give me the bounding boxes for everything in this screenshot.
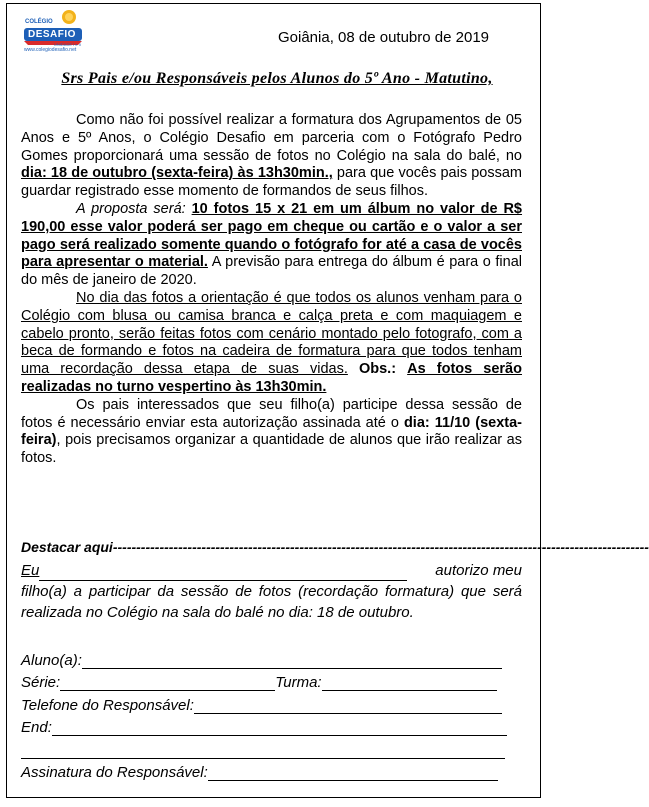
aluno-label: Aluno(a): [21,651,82,669]
assinatura-row [21,759,522,782]
assinatura-field[interactable] [208,765,498,781]
cut-line [21,539,649,555]
authorization-eu: Eu [21,562,40,579]
logo-site-text: www.colegiodesafio.net [24,47,77,53]
student-form [21,646,522,781]
paragraph-2: A proposta será: 10 fotos 15 x 21 em um álbum no valor de R$ 190,00 esse valor poderá ser pago em cheque ou cartão e o valor a ser pago será realizado somente quando o fotógrafo for até a casa de vocês para apresentar o material. A previsão para entrega do álbum é para o final do mês de janeiro de 2020. [21,200,523,289]
paragraph-3: No dia das fotos a orientação é que todos os alunos venham para o Colégio com blusa ou camisa branca e calça preta e com maquiagem e cabelo pronto, serão feitas fotos com cenário montado pelo fotografo, com a beca de formando e fotos na cadeira de formatura para que todos tenham uma recordação dessa etapa de suas vidas. Obs.: As fotos serão realizadas no turno vespertino às 13h30min. [21,289,522,395]
turma-label: Turma: [275,674,322,691]
school-logo [22,8,92,52]
guardian-name-line[interactable] [39,565,407,581]
deadline-highlight: dia: 11/10 (sexta-feira) [21,414,522,449]
obs-label: Obs.: [358,361,397,378]
endereco-label: End: [21,719,52,736]
telefone-label: Telefone do Responsável: [21,696,194,714]
turma-field[interactable] [322,675,497,691]
aluno-row [21,646,522,669]
endereco-continuation-row [21,736,522,759]
obs-highlight: As fotos serão realizadas no turno vespertino às 13h30min. [21,361,522,395]
authorization-first-line [21,560,522,581]
paragraph-4: Os pais interessados que seu filho(a) participe dessa sessão de fotos é necessário enviar esta autorização assinada até o dia: 11/10 (sexta-feira), pois precisamos organizar a quantidade de alunos que irão realizar as fotos. [21,396,522,467]
paragraph-1: Como não foi possível realizar a formatura dos Agrupamentos de 05 Anos e 5º Anos, o Colégio Desafio em parceria com o Fotógrafo Pedro Gomes proporcionará uma sessão de fotos no Colégio na sala do balé, no dia: 18 de outubro (sexta-feira) às 13h30min., para que vocês pais possam guardar registrado esse momento de formandos de seus filhos. [21,112,522,200]
serie-label: Série: [21,674,61,691]
logo-brand-text: DESAFIO [28,29,76,40]
endereco-field[interactable] [52,720,507,736]
letter-body [21,112,522,468]
logo-small-text: COLÉGIO [25,19,53,25]
letter-salutation: Srs Pais e/ou Responsáveis pelos Alunos do 5º Ano - Matutino, [61,70,493,87]
telefone-field[interactable] [194,698,502,714]
serie-turma-row [21,669,522,692]
serie-field[interactable] [60,675,275,691]
endereco-row [21,714,522,737]
aluno-field[interactable] [82,653,502,669]
authorization-text [21,560,522,623]
authorization-sentence: filho(a) a participar da sessão de fotos (recordação formatura) que será realizada no Colégio na sala do balé no dia: 18 de outubro. [21,583,522,621]
cut-line-label: Destacar aqui [21,539,113,555]
assinatura-label: Assinatura do Responsável: [21,764,208,781]
cut-line-dashes: ------------------------------------------------------------------------------------------------------------------- [112,539,649,555]
logo-unit-text: UNIDADE I e II [54,42,81,47]
telefone-row [21,691,522,714]
proposal-highlight: 10 fotos 15 x 21 em um álbum no valor de R$ 190,00 esse valor poderá ser pago em cheque ou cartão e o valor a ser pago será realizado somente quando o fotógrafo for até a casa de vocês para apresentar o material. [21,200,523,271]
endereco-continuation-field[interactable] [21,743,505,759]
event-date-highlight: dia: 18 de outubro (sexta-feira) às 13h30min., [21,165,333,182]
authorization-autorizo: autorizo meu [435,562,522,579]
document-date: Goiânia, 08 de outubro de 2019 [278,29,490,46]
